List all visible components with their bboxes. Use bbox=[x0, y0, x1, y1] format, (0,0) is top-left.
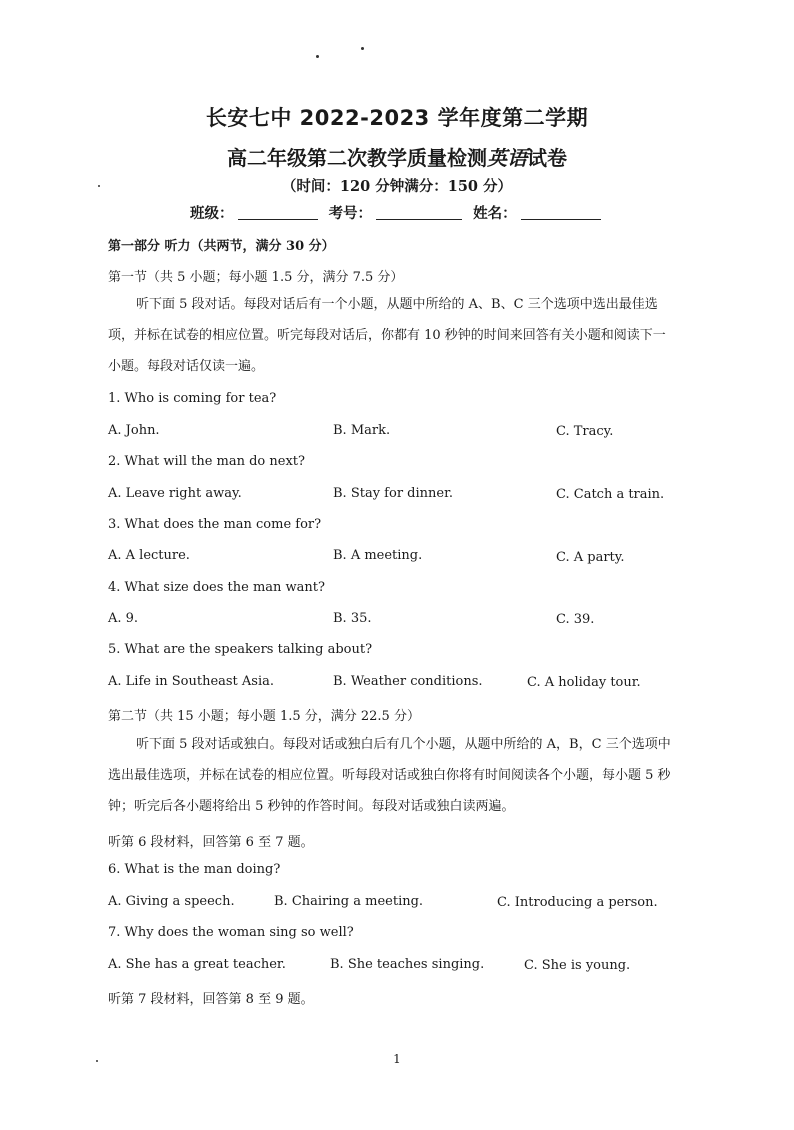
option-a: A. A lecture. bbox=[108, 548, 190, 563]
section1-instructions: 听下面 5 段对话。每段对话后有一个小题，从题中所给的 A、B、C 三个选项中选出最佳选项，并标在试卷的相应位置。听完每段对话后，你都有 10 秒钟的时间来回答有关小题和阅读下一小题。每段对话仅读一遍。 bbox=[108, 297, 666, 374]
material-6-note: 听第 6 段材料，回答第 6 至 7 题。 bbox=[108, 835, 314, 850]
option-b: B. Chairing a meeting. bbox=[274, 894, 424, 909]
question-1: 1. Who is coming for tea? bbox=[108, 391, 277, 406]
question-2: 2. What will the man do next? bbox=[108, 454, 305, 469]
part1-heading: 第一部分 听力（共两节，满分 30 分） bbox=[108, 239, 335, 254]
section2-instructions: 听下面 5 段对话或独白。每段对话或独白后有几个小题，从题中所给的 A，B，C 三个选项中选出最佳选项，并标在试卷的相应位置。听每段对话或独白你将有时间阅读各个小题，每小题 5 秒钟；听完后各小题将给出 5 秒钟的作答时间。每段对话或独白读两遍。 bbox=[108, 737, 671, 814]
question-5: 5. What are the speakers talking about? bbox=[108, 642, 373, 657]
option-a: A. Leave right away. bbox=[108, 486, 242, 501]
option-c: C. Tracy. bbox=[556, 424, 614, 439]
option-a: A. 9. bbox=[108, 611, 139, 626]
option-a: A. Life in Southeast Asia. bbox=[108, 674, 275, 689]
option-a: A. John. bbox=[108, 423, 160, 438]
option-c: C. She is young. bbox=[524, 958, 631, 973]
class-label: 班级： bbox=[190, 205, 234, 222]
option-b: B. She teaches singing. bbox=[330, 957, 485, 972]
option-c: C. Catch a train. bbox=[556, 487, 665, 502]
question-4: 4. What size does the man want? bbox=[108, 580, 325, 595]
option-c: C. A party. bbox=[556, 550, 625, 565]
option-b: B. Mark. bbox=[333, 423, 391, 438]
option-c: C. Introducing a person. bbox=[497, 895, 658, 910]
scan-speck bbox=[361, 47, 364, 50]
name-label: 姓名： bbox=[473, 205, 517, 222]
question-3: 3. What does the man come for? bbox=[108, 517, 322, 532]
exam-time-score: （时间：120 分钟满分：150 分） bbox=[281, 178, 513, 195]
option-c: C. A holiday tour. bbox=[527, 675, 641, 690]
option-b: B. Weather conditions. bbox=[333, 674, 483, 689]
subject-name: 英语 bbox=[487, 146, 527, 170]
question-7: 7. Why does the woman sing so well? bbox=[108, 925, 354, 940]
option-b: B. Stay for dinner. bbox=[333, 486, 453, 501]
exam-no-label: 考号： bbox=[328, 205, 373, 222]
exam-no-field[interactable] bbox=[376, 205, 462, 220]
section1-heading: 第一节（共 5 小题；每小题 1.5 分，满分 7.5 分） bbox=[108, 270, 404, 285]
class-field[interactable] bbox=[238, 205, 318, 220]
option-a: A. Giving a speech. bbox=[108, 894, 235, 909]
material-7-note: 听第 7 段材料，回答第 8 至 9 题。 bbox=[108, 992, 314, 1007]
section2-heading: 第二节（共 15 小题；每小题 1.5 分，满分 22.5 分） bbox=[108, 709, 420, 724]
option-b: B. A meeting. bbox=[333, 548, 423, 563]
option-a: A. She has a great teacher. bbox=[108, 957, 286, 972]
option-c: C. 39. bbox=[556, 612, 595, 627]
scan-speck bbox=[316, 55, 319, 58]
question-6: 6. What is the man doing? bbox=[108, 862, 281, 877]
exam-title: 长安七中 2022-2023 学年度第二学期 bbox=[205, 106, 589, 130]
page-number: 1 bbox=[393, 1052, 401, 1066]
option-b: B. 35. bbox=[333, 611, 372, 626]
name-field[interactable] bbox=[521, 205, 601, 220]
student-info-row bbox=[190, 202, 607, 223]
exam-subtitle: 高二年级第二次教学质量检测英语试卷 bbox=[227, 146, 567, 170]
